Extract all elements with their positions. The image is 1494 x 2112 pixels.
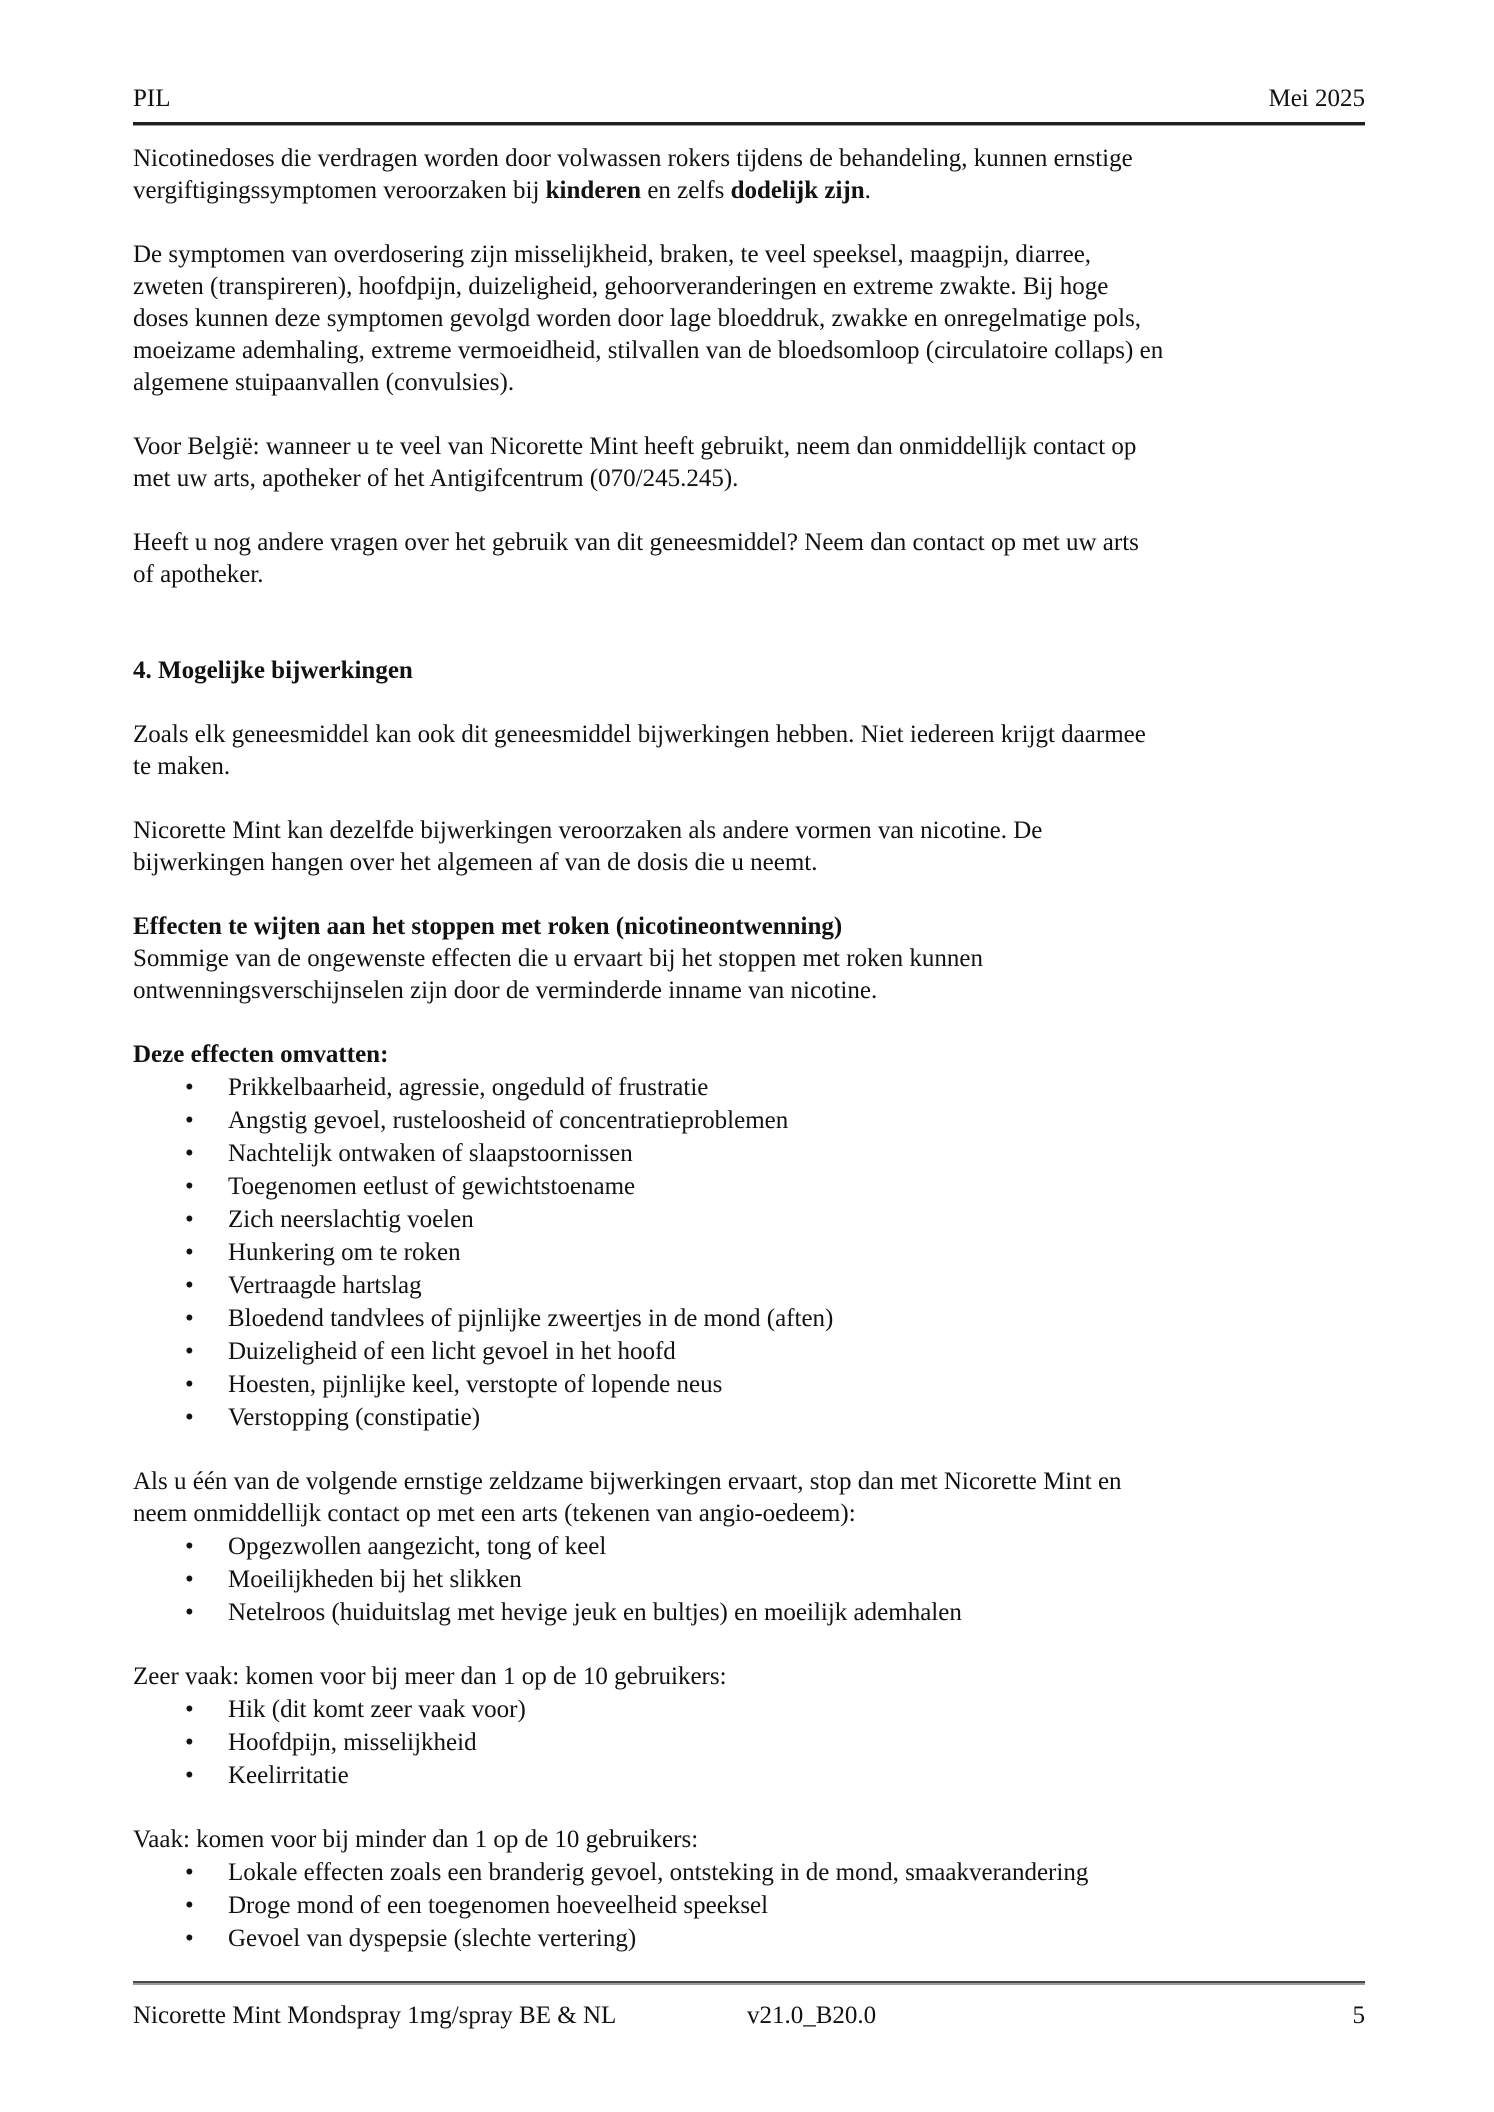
list-item: • Duizeligheid of een licht gevoel in het hoofd bbox=[133, 1335, 1365, 1368]
list-item: • Toegenomen eetlust of gewichtstoename bbox=[133, 1170, 1365, 1203]
serious-list bbox=[133, 1530, 1365, 1629]
spacer bbox=[133, 399, 1365, 431]
spacer bbox=[133, 783, 1365, 815]
general-line: Zoals elk geneesmiddel kan ook dit geneesmiddel bijwerkingen hebben. Niet iedereen krijgt daarmee bbox=[133, 721, 1146, 748]
withdrawal-line: ontwenningsverschijnselen zijn door de verminderde inname van nicotine. bbox=[133, 977, 878, 1004]
header-date: Mei 2025 bbox=[1268, 85, 1365, 112]
page-footer bbox=[133, 2000, 1365, 2032]
very-common-list bbox=[133, 1693, 1365, 1792]
list-item: • Zich neerslachtig voelen bbox=[133, 1203, 1365, 1236]
overdose-line: zweten (transpireren), hoofdpijn, duizeligheid, gehoorveranderingen en extreme zwakte. Bij hoge bbox=[133, 273, 1109, 300]
spacer bbox=[133, 1007, 1365, 1039]
footer-rule bbox=[133, 1981, 1365, 1985]
intro-line: Nicotinedoses die verdragen worden door volwassen rokers tijdens de behandeling, kunnen ernstige bbox=[133, 145, 1133, 172]
list-item: • Netelroos (huiduitslag met hevige jeuk en bultjes) en moeilijk ademhalen bbox=[133, 1596, 1365, 1629]
effects-list-heading: Deze effecten omvatten: bbox=[133, 1041, 389, 1068]
header-doc-label: PIL bbox=[133, 85, 171, 112]
list-item: • Prikkelbaarheid, agressie, ongeduld of frustratie bbox=[133, 1071, 1365, 1104]
list-item: • Keelirritatie bbox=[133, 1759, 1365, 1792]
spacer bbox=[133, 1792, 1365, 1824]
list-item: • Hik (dit komt zeer vaak voor) bbox=[133, 1693, 1365, 1726]
effects-list bbox=[133, 1071, 1365, 1434]
intro-bold-dodelijk: dodelijk zijn bbox=[730, 177, 865, 204]
same-effects-line: Nicorette Mint kan dezelfde bijwerkingen veroorzaken als andere vormen van nicotine. De bbox=[133, 817, 1043, 844]
document-body bbox=[133, 143, 1365, 1955]
overdose-line: doses kunnen deze symptomen gevolgd worden door lage bloeddruk, zwakke en onregelmatige pols, bbox=[133, 305, 1142, 332]
section-heading: 4. Mogelijke bijwerkingen bbox=[133, 657, 413, 684]
general-line: te maken. bbox=[133, 753, 231, 780]
spacer bbox=[133, 1434, 1365, 1466]
intro-text: . bbox=[864, 177, 871, 204]
list-item: • Hoesten, pijnlijke keel, verstopte of lopende neus bbox=[133, 1368, 1365, 1401]
page-header bbox=[133, 84, 1365, 114]
serious-line: Als u één van de volgende ernstige zeldzame bijwerkingen ervaart, stop dan met Nicorette Mint en bbox=[133, 1468, 1122, 1495]
same-effects-line: bijwerkingen hangen over het algemeen af van de dosis die u neemt. bbox=[133, 849, 818, 876]
intro-line bbox=[133, 175, 1365, 207]
very-common-heading: Zeer vaak: komen voor bij meer dan 1 op de 10 gebruikers: bbox=[133, 1663, 727, 1690]
belgium-line: met uw arts, apotheker of het Antigifcentrum (070/245.245). bbox=[133, 465, 739, 492]
list-item: • Opgezwollen aangezicht, tong of keel bbox=[133, 1530, 1365, 1563]
belgium-line: Voor België: wanneer u te veel van Nicorette Mint heeft gebruikt, neem dan onmiddellijk contact op bbox=[133, 433, 1137, 460]
spacer bbox=[133, 879, 1365, 911]
spacer bbox=[133, 687, 1365, 719]
spacer bbox=[133, 207, 1365, 239]
spacer bbox=[133, 495, 1365, 527]
withdrawal-heading: Effecten te wijten aan het stoppen met roken (nicotineontwenning) bbox=[133, 913, 843, 940]
overdose-line: algemene stuipaanvallen (convulsies). bbox=[133, 369, 515, 396]
list-item: • Hunkering om te roken bbox=[133, 1236, 1365, 1269]
questions-line: Heeft u nog andere vragen over het gebruik van dit geneesmiddel? Neem dan contact op met uw arts bbox=[133, 529, 1139, 556]
common-heading: Vaak: komen voor bij minder dan 1 op de 10 gebruikers: bbox=[133, 1826, 699, 1853]
list-item: • Nachtelijk ontwaken of slaapstoornissen bbox=[133, 1137, 1365, 1170]
footer-page-number: 5 bbox=[1352, 2002, 1365, 2029]
header-rule bbox=[133, 122, 1365, 126]
list-item: • Angstig gevoel, rusteloosheid of concentratieproblemen bbox=[133, 1104, 1365, 1137]
footer-product-name: Nicorette Mint Mondspray 1mg/spray BE & NL bbox=[133, 2002, 617, 2029]
footer-version: v21.0_B20.0 bbox=[747, 2002, 877, 2029]
overdose-line: De symptomen van overdosering zijn misselijkheid, braken, te veel speeksel, maagpijn, diarree, bbox=[133, 241, 1092, 268]
spacer bbox=[133, 591, 1365, 655]
intro-text: en zelfs bbox=[641, 177, 731, 204]
withdrawal-line: Sommige van de ongewenste effecten die u ervaart bij het stoppen met roken kunnen bbox=[133, 945, 983, 972]
questions-line: of apotheker. bbox=[133, 561, 264, 588]
serious-line: neem onmiddellijk contact op met een arts (tekenen van angio-oedeem): bbox=[133, 1500, 856, 1527]
list-item: • Moeilijkheden bij het slikken bbox=[133, 1563, 1365, 1596]
list-item: • Hoofdpijn, misselijkheid bbox=[133, 1726, 1365, 1759]
list-item: • Gevoel van dyspepsie (slechte vertering) bbox=[133, 1922, 1365, 1955]
overdose-line: moeizame ademhaling, extreme vermoeidheid, stilvallen van de bloedsomloop (circulatoire collaps) en bbox=[133, 337, 1164, 364]
common-list bbox=[133, 1856, 1365, 1955]
list-item: • Bloedend tandvlees of pijnlijke zweertjes in de mond (aften) bbox=[133, 1302, 1365, 1335]
intro-text: vergiftigingssymptomen veroorzaken bij bbox=[133, 177, 546, 204]
intro-bold-kinderen: kinderen bbox=[545, 177, 642, 204]
list-item: • Vertraagde hartslag bbox=[133, 1269, 1365, 1302]
list-item: • Lokale effecten zoals een branderig gevoel, ontsteking in de mond, smaakverandering bbox=[133, 1856, 1365, 1889]
list-item: • Verstopping (constipatie) bbox=[133, 1401, 1365, 1434]
list-item: • Droge mond of een toegenomen hoeveelheid speeksel bbox=[133, 1889, 1365, 1922]
spacer bbox=[133, 1629, 1365, 1661]
